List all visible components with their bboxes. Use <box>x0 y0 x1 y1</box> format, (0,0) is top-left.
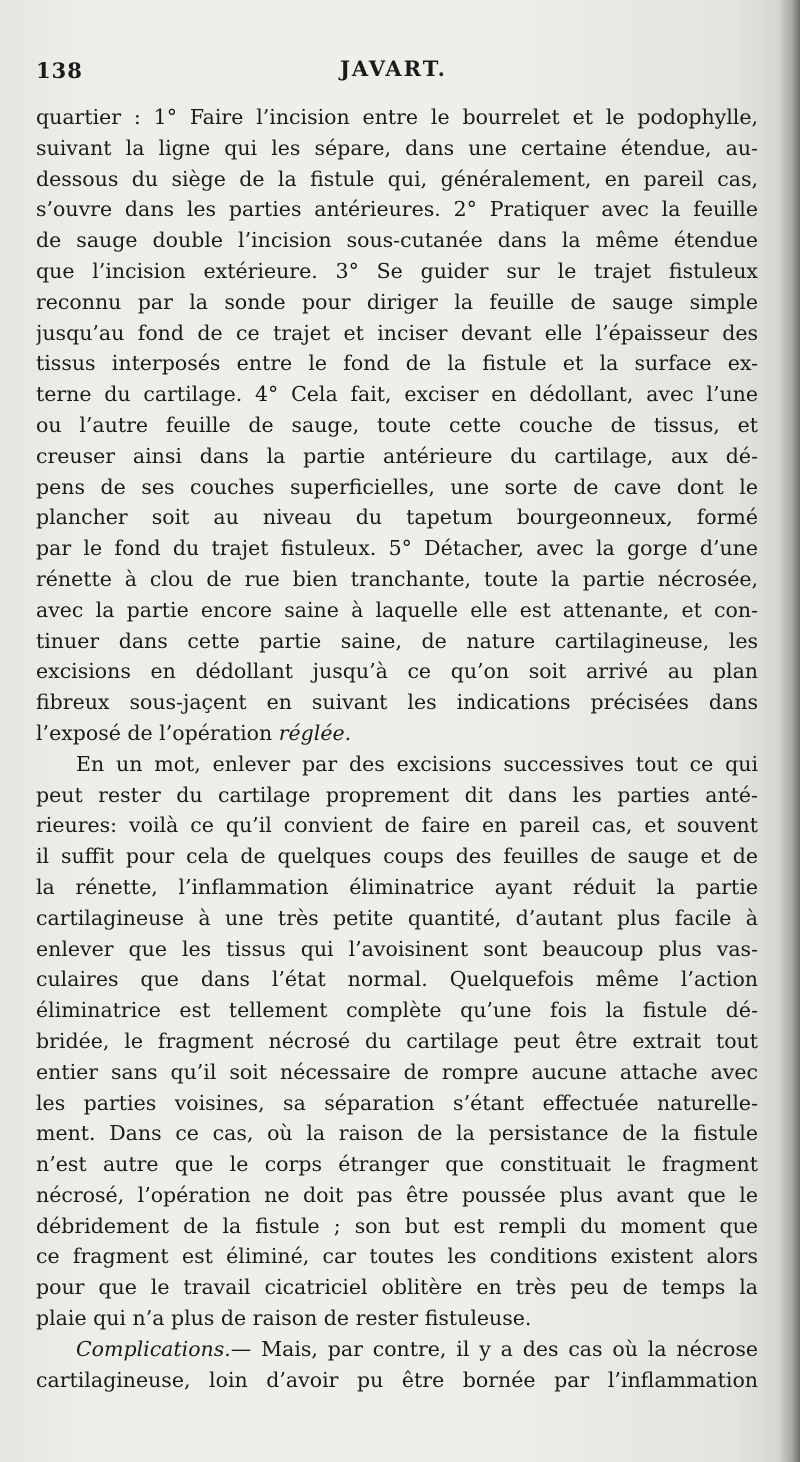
text-line: ou l’autre feuille de sauge, toute cette couche de tissus, et <box>36 412 758 437</box>
text-line: la rénette, l’inflammation éliminatrice ayant réduit la partie <box>36 874 758 899</box>
text-line: entier sans qu’il soit nécessaire de rompre aucune attache avec <box>36 1059 758 1084</box>
text-line: s’ouvre dans les parties antérieures. 2° Pratiquer avec la feuille <box>36 197 758 222</box>
text-line: débridement de la fistule ; son but est rempli du moment que <box>36 1213 758 1238</box>
text-line: de sauge double l’incision sous-cutanée dans la même étendue <box>36 228 758 253</box>
text-line: rénette à clou de rue bien tranchante, toute la partie nécrosée, <box>36 566 758 591</box>
text-line: que l’incision extérieure. 3° Se guider sur le trajet fistuleux <box>36 258 758 283</box>
page-number: 138 <box>36 58 83 83</box>
text-line-paragraph-end <box>36 718 758 749</box>
text-line: terne du cartilage. 4° Cela fait, exciser en dédollant, avec l’une <box>36 382 758 407</box>
section-heading-complications: Complications. <box>76 1336 231 1361</box>
text-line-paragraph-start <box>36 1334 758 1365</box>
text-line: tinuer dans cette partie saine, de nature cartilagineuse, les <box>36 628 758 653</box>
text-line: cartilagineuse à une très petite quantité, d’autant plus facile à <box>36 905 758 930</box>
text-line: par le fond du trajet fistuleux. 5° Détacher, avec la gorge d’une <box>36 536 758 561</box>
text-line: quartier : 1° Faire l’incision entre le bourrelet et le podophylle, <box>36 105 758 129</box>
text-line-paragraph-start: En un mot, enlever par des excisions successives tout ce qui <box>76 751 758 776</box>
text-line: reconnu par la sonde pour diriger la feuille de sauge simple <box>36 289 758 314</box>
text-line: cartilagineuse, loin d’avoir pu être bornée par l’inflammation <box>36 1367 758 1392</box>
text-line: il suffit pour cela de quelques coups des feuilles de sauge et de <box>36 844 758 869</box>
text-line: pour que le travail cicatriciel oblitère en très peu de temps la <box>36 1275 758 1300</box>
text-line: les parties voisines, sa séparation s’étant effectuée naturelle- <box>36 1090 758 1115</box>
text-line: ment. Dans ce cas, où la raison de la persistance de la fistule <box>36 1121 758 1146</box>
text-line: suivant la ligne qui les sépare, dans une certaine étendue, au- <box>36 135 758 160</box>
text-line: bridée, le fragment nécrosé du cartilage peut être extrait tout <box>36 1028 758 1053</box>
text-line: plancher soit au niveau du tapetum bourgeonneux, formé <box>36 505 758 530</box>
text-line-paragraph-end: plaie qui n’a plus de raison de rester fistuleuse. <box>36 1306 532 1331</box>
text-line: pens de ses couches superficielles, une sorte de cave dont le <box>36 474 758 499</box>
text-line: excisions en dédollant jusqu’à ce qu’on soit arrivé au plan <box>36 659 758 684</box>
text-line: peut rester du cartilage proprement dit dans les parties anté- <box>36 782 758 807</box>
running-title: JAVART. <box>340 56 447 81</box>
body-text <box>36 102 758 1395</box>
text-line: rieures: voilà ce qu’il convient de faire en pareil cas, et souvent <box>36 813 758 838</box>
text-line: éliminatrice est tellement complète qu’une fois la fistule dé- <box>36 998 758 1023</box>
text-line: tissus interposés entre le fond de la fistule et la surface ex- <box>36 351 758 376</box>
text-line: fibreux sous-jaçent en suivant les indications précisées dans <box>36 690 758 715</box>
text-line: enlever que les tissus qui l’avoisinent sont beaucoup plus vas- <box>36 936 758 961</box>
text-line: culaires que dans l’état normal. Quelquefois même l’action <box>36 967 758 992</box>
text-run: l’exposé de l’opération <box>36 720 279 745</box>
italic-term: réglée. <box>278 720 352 745</box>
text-line: ce fragment est éliminé, car toutes les conditions existent alors <box>36 1244 758 1269</box>
text-line: creuser ainsi dans la partie antérieure du cartilage, aux dé- <box>36 443 758 468</box>
text-line: avec la partie encore saine à laquelle elle est attenante, et con- <box>36 597 758 622</box>
text-run: — Mais, par contre, il y a des cas où la nécrose <box>230 1336 758 1361</box>
text-line: jusqu’au fond de ce trajet et inciser devant elle l’épaisseur des <box>36 320 758 345</box>
text-line: nécrosé, l’opération ne doit pas être poussée plus avant que le <box>36 1182 758 1207</box>
page-header <box>36 58 758 94</box>
text-line: dessous du siège de la fistule qui, généralement, en pareil cas, <box>36 166 758 191</box>
text-line: n’est autre que le corps étranger que constituait le fragment <box>36 1152 758 1177</box>
page-gutter-shadow <box>778 0 800 1462</box>
